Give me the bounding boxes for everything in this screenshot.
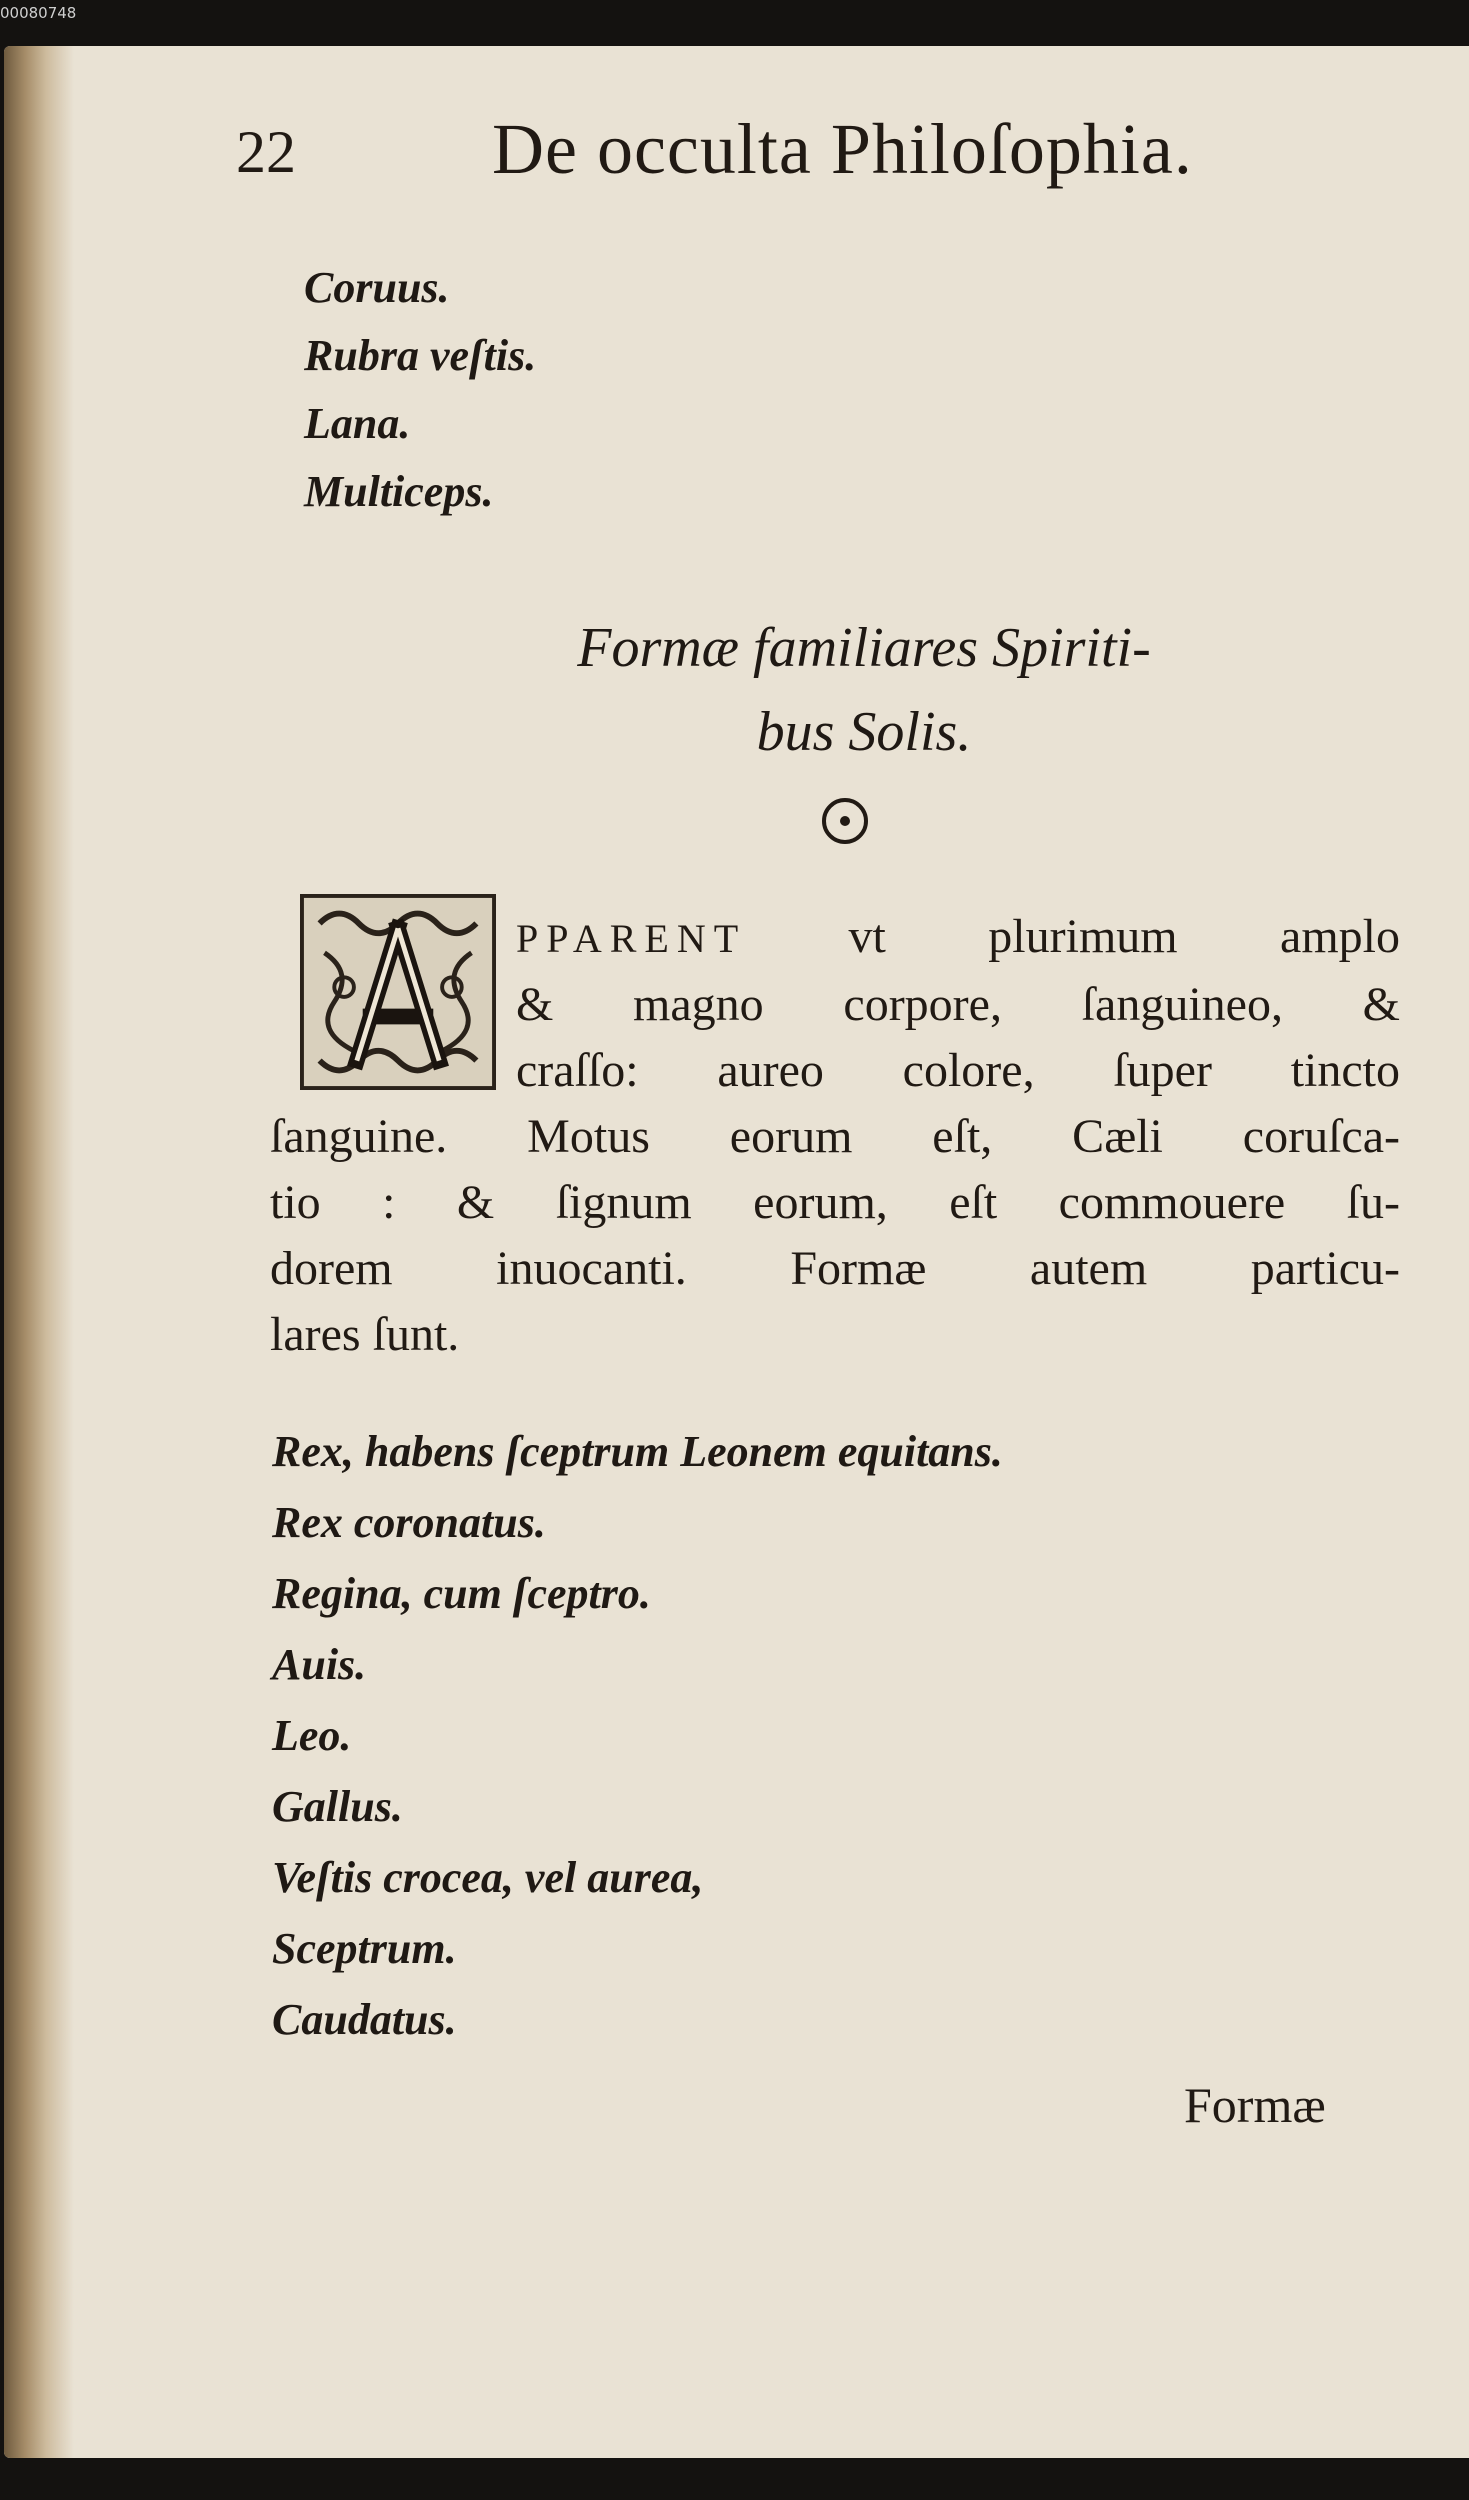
paragraph-line: tio : & ſignum eorum, eſt commouere ſu- xyxy=(270,1176,1400,1229)
list-item: Multiceps. xyxy=(304,467,494,516)
section-heading-line: bus Solis. xyxy=(756,701,972,763)
catchword: Formæ xyxy=(1184,2077,1326,2133)
list-item: Sceptrum. xyxy=(272,1924,457,1973)
book-spine xyxy=(4,46,74,2458)
paragraph-line: dorem inuocanti. Formæ autem particu- xyxy=(270,1242,1400,1295)
opening-word: PPARENT xyxy=(516,916,747,961)
section-heading xyxy=(424,606,1304,774)
list-item: Lana. xyxy=(304,399,411,448)
sun-symbol-icon xyxy=(822,798,868,844)
paragraph-line: ſanguine. Motus eorum eſt, Cæli coruſca- xyxy=(270,1110,1400,1163)
particular-forms-list xyxy=(272,1416,1003,2055)
list-item: Rex, habens ſceptrum Leonem equitans. xyxy=(272,1427,1003,1476)
page-header xyxy=(4,108,1469,208)
list-item: Regina, cum ſceptro. xyxy=(272,1569,651,1618)
list-item: Rex coronatus. xyxy=(272,1498,546,1547)
paragraph-line: craſſo: aureo colore, ſuper tincto xyxy=(516,1044,1400,1097)
list-item: Rubra veſtis. xyxy=(304,331,537,380)
top-form-list xyxy=(304,254,536,526)
paragraph-line: lares ſunt. xyxy=(270,1308,460,1361)
section-heading-line: Formæ familiares Spiriti- xyxy=(577,617,1151,679)
paragraph-line-rest: vt plurimum amplo xyxy=(848,910,1400,963)
book-page xyxy=(4,46,1469,2458)
running-title: De occulta Philoſophia. xyxy=(492,109,1193,189)
list-item: Gallus. xyxy=(272,1782,403,1831)
list-item: Coruus. xyxy=(304,263,450,312)
list-item: Leo. xyxy=(272,1711,352,1760)
paragraph-line: & magno corpore, ſanguineo, & xyxy=(516,978,1400,1031)
page-number: 22 xyxy=(236,119,296,185)
scan-id: 00080748 xyxy=(0,4,77,22)
paragraph-line xyxy=(270,904,1400,972)
body-paragraph xyxy=(270,904,1400,1368)
list-item: Auis. xyxy=(272,1640,367,1689)
list-item: Caudatus. xyxy=(272,1995,457,2044)
list-item: Veſtis crocea, vel aurea, xyxy=(272,1853,704,1902)
